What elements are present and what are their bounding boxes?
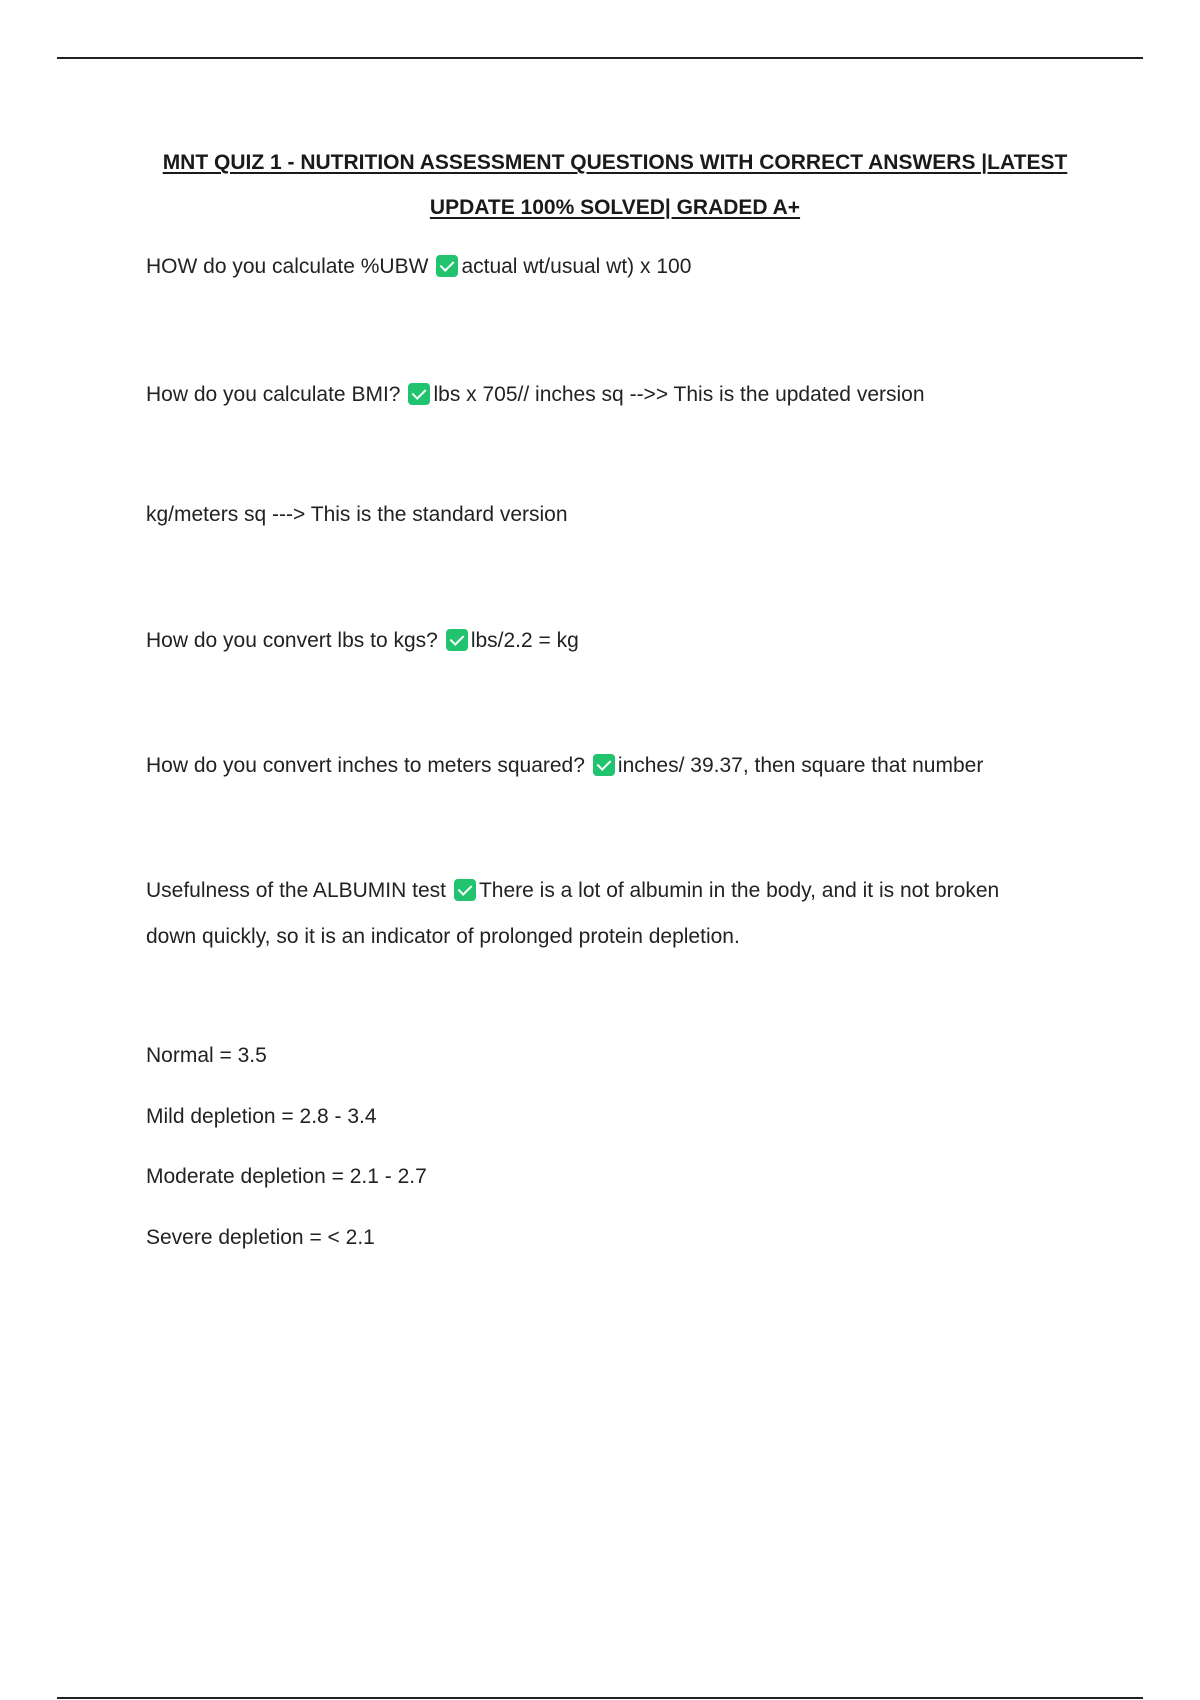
answer-text: There is a lot of albumin in the body, and it is not broken	[478, 879, 1000, 902]
qa-continuation-bmi	[146, 500, 568, 530]
title-line-1: MNT QUIZ 1 - NUTRITION ASSESSMENT QUESTIONS WITH CORRECT ANSWERS |LATEST	[162, 151, 1068, 174]
bottom-rule	[57, 1697, 1143, 1699]
check-mark-icon	[408, 383, 430, 405]
albumin-level-mild: Mild depletion = 2.8 - 3.4	[146, 1105, 377, 1128]
question-text: How do you calculate BMI?	[146, 383, 401, 406]
qa-item-lbs-to-kg	[146, 626, 579, 656]
question-text: How do you convert inches to meters squared?	[146, 754, 585, 777]
qa-item-albumin	[146, 876, 999, 906]
answer-text: lbs x 705// inches sq -->> This is the updated version	[433, 383, 925, 406]
albumin-level-severe: Severe depletion = < 2.1	[146, 1226, 375, 1249]
question-text: HOW do you calculate %UBW	[146, 255, 429, 278]
qa-item-inches-to-meters	[146, 751, 983, 781]
albumin-level-moderate: Moderate depletion = 2.1 - 2.7	[146, 1165, 427, 1188]
qa-item-ubw	[146, 252, 691, 282]
answer-continuation-text: down quickly, so it is an indicator of prolonged protein depletion.	[146, 925, 740, 948]
albumin-level-normal: Normal = 3.5	[146, 1044, 267, 1067]
answer-text: lbs/2.2 = kg	[470, 629, 579, 652]
answer-text: actual wt/usual wt) x 100	[461, 255, 692, 278]
check-mark-icon	[446, 629, 468, 651]
question-text: Usefulness of the ALBUMIN test	[146, 879, 446, 902]
answer-continuation-text: kg/meters sq ---> This is the standard version	[146, 503, 568, 526]
qa-item-albumin-continuation	[146, 922, 740, 952]
question-text: How do you convert lbs to kgs?	[146, 629, 438, 652]
qa-item-bmi	[146, 380, 925, 410]
check-mark-icon	[454, 879, 476, 901]
title-line-2: UPDATE 100% SOLVED| GRADED A+	[429, 196, 801, 219]
check-mark-icon	[593, 754, 615, 776]
check-mark-icon	[436, 255, 458, 277]
document-title	[145, 140, 1085, 230]
top-rule	[57, 57, 1143, 59]
answer-text: inches/ 39.37, then square that number	[617, 754, 984, 777]
